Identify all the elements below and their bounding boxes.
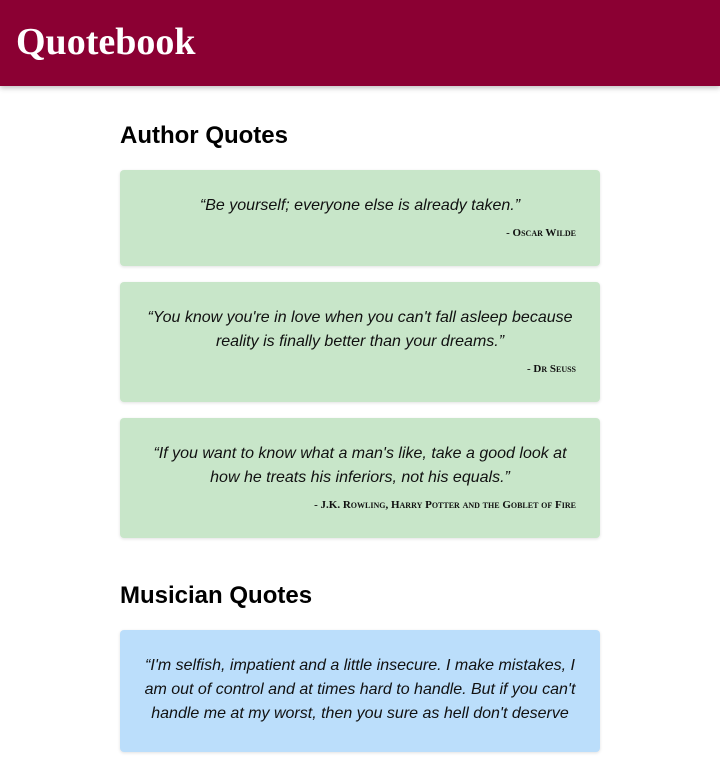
section-title: Musician Quotes bbox=[120, 582, 313, 609]
quote-card bbox=[120, 418, 600, 538]
quote-text: “Be yourself; everyone else is already taken.” bbox=[199, 197, 521, 214]
musician-quotes-section bbox=[120, 554, 600, 752]
quote-text: “You know you're in love when you can't fall asleep because reality is finally better than your dreams.” bbox=[147, 309, 573, 350]
site-logo[interactable]: Quotebook bbox=[16, 21, 196, 63]
quote-attribution: - Oscar Wilde bbox=[506, 227, 576, 239]
main-content bbox=[120, 86, 600, 768]
section-title: Author Quotes bbox=[120, 122, 288, 149]
quote-text: “If you want to know what a man's like, take a good look at how he treats his inferiors, not his equals.” bbox=[153, 445, 567, 486]
quote-card bbox=[120, 170, 600, 266]
author-quotes-section bbox=[120, 86, 600, 538]
quote-card bbox=[120, 282, 600, 402]
app-header bbox=[0, 0, 720, 86]
quote-text: “I'm selfish, impatient and a little insecure. I make mistakes, I am out of control and at times hard to handle. But if you can't handle me at my worst, then you sure as hell don't deserve bbox=[144, 657, 576, 722]
quote-attribution: - J.K. Rowling, Harry Potter and the Goblet of Fire bbox=[314, 499, 576, 511]
quote-attribution: - Dr Seuss bbox=[526, 363, 576, 375]
quote-card bbox=[120, 630, 600, 752]
